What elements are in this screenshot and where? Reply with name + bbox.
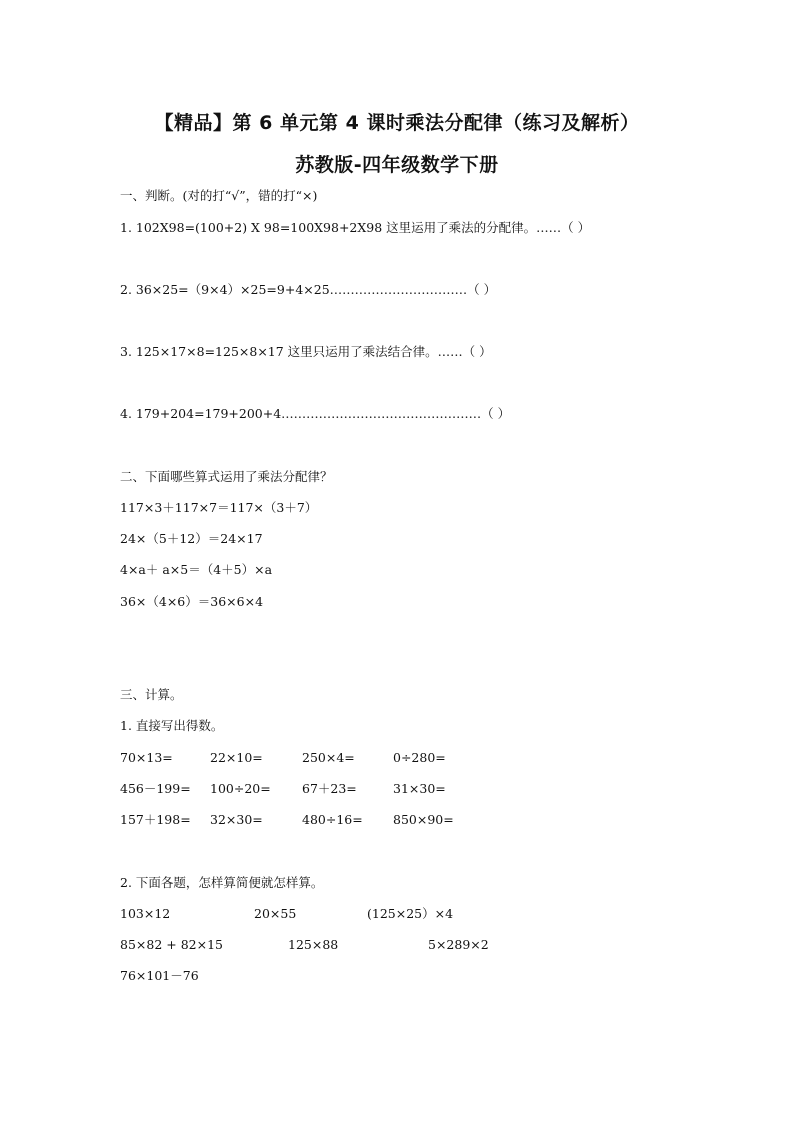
simplify-cell: 5×289×2 [428, 937, 489, 952]
calc-cell: 70×13= [120, 750, 173, 765]
calc-cell: 67＋23= [302, 781, 357, 796]
calc-part1-heading: 1. 直接写出得数。 [120, 718, 224, 733]
simplify-cell: 125×88 [288, 937, 339, 952]
calc-cell: 22×10= [210, 750, 263, 765]
calc-cell: 32×30= [210, 812, 263, 827]
calc-cell: 31×30= [393, 781, 446, 796]
formula-item-4: 36×（4×6）＝36×6×4 [120, 594, 264, 609]
section3-heading: 三、计算。 [120, 687, 183, 702]
judge-item-4: 4. 179+204=179+200+4…………………………………………（ ） [120, 406, 511, 421]
judge-item-3: 3. 125×17×8=125×8×17 这里只运用了乘法结合律。……（ ） [120, 344, 492, 359]
formula-item-3: 4×a＋ a×5＝（4＋5）×a [120, 562, 273, 577]
judge-item-2: 2. 36×25=（9×4）×25=9+4×25……………………………（ ） [120, 282, 497, 297]
calc-cell: 157＋198= [120, 812, 191, 827]
simplify-cell: 76×101－76 [120, 968, 199, 983]
formula-item-1: 117×3＋117×7＝117×（3＋7） [120, 500, 318, 515]
page-subtitle: 苏教版-四年级数学下册 [295, 154, 499, 176]
page-title: 【精品】第 6 单元第 4 课时乘法分配律（练习及解析） [154, 112, 640, 134]
calc-cell: 100÷20= [210, 781, 271, 796]
calc-cell: 0÷280= [393, 750, 446, 765]
calc-cell: 480÷16= [302, 812, 363, 827]
calc-cell: 456－199= [120, 781, 191, 796]
simplify-cell: 103×12 [120, 906, 171, 921]
simplify-cell: (125×25）×4 [367, 906, 454, 921]
calc-cell: 850×90= [393, 812, 454, 827]
calc-cell: 250×4= [302, 750, 355, 765]
calc-part2-heading: 2. 下面各题，怎样算简便就怎样算。 [120, 875, 324, 890]
section1-heading: 一、判断。(对的打“√”，错的打“×) [120, 188, 318, 203]
simplify-cell: 85×82 + 82×15 [120, 937, 223, 952]
formula-item-2: 24×（5＋12）＝24×17 [120, 531, 263, 546]
judge-item-1: 1. 102X98=(100+2) X 98=100X98+2X98 这里运用了乘法的分配律。……（ ） [120, 220, 591, 235]
simplify-cell: 20×55 [254, 906, 297, 921]
section2-heading: 二、下面哪些算式运用了乘法分配律？ [120, 469, 333, 484]
